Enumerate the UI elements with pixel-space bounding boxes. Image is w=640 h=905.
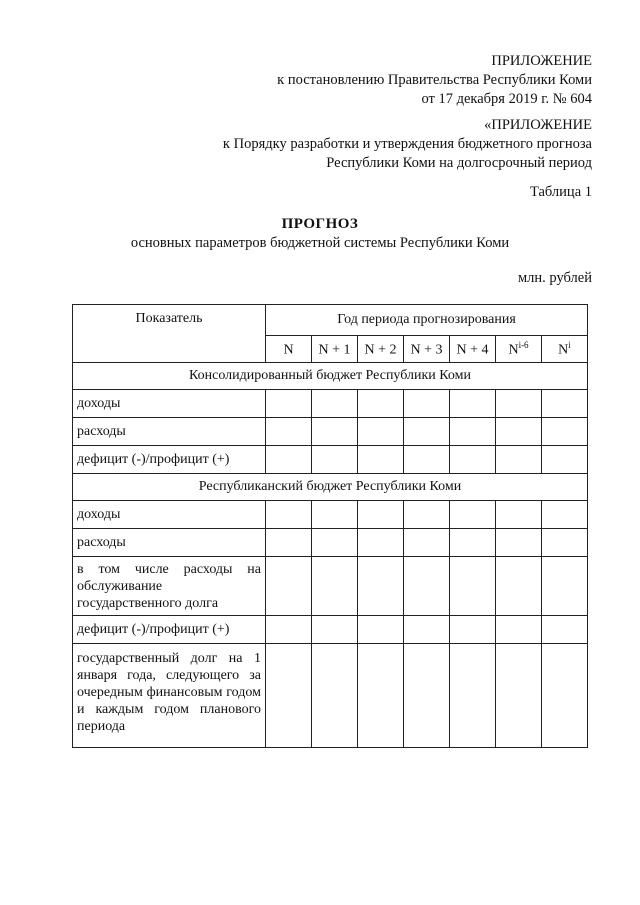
year-header: N [266,336,312,363]
appendix-header [223,116,592,173]
row-label: расходы [73,529,266,557]
header-line-2: к постановлению Правительства Республики Коми [277,72,592,88]
row-label: расходы [73,418,266,446]
units-label: млн. рублей [518,270,592,286]
header-line-1: ПРИЛОЖЕНИЕ [491,53,592,69]
year-header: N + 4 [450,336,496,363]
appendix-line-1: «ПРИЛОЖЕНИЕ [484,117,592,133]
section-republican [73,474,588,501]
table-row [73,501,588,529]
table-row [73,418,588,446]
table-number: Таблица 1 [529,184,592,200]
forecast-table [72,304,588,748]
document-title: ПРОГНОЗ [281,216,359,232]
section-title: Консолидированный бюджет Республики Коми [73,363,588,390]
row-label: государственный долг на 1 января года, следующего за очередным финансовым годом и каждым годом планового периода [73,644,266,748]
resolution-header [277,52,592,109]
indicator-header: Показатель [73,305,266,363]
header-line-3: от 17 декабря 2019 г. № 604 [421,91,592,107]
table-row [73,529,588,557]
row-label: дефицит (-)/профицит (+) [73,446,266,474]
table-row [73,557,588,616]
row-label: в том числе расходы на обслуживание государственного долга [73,557,266,616]
year-header: N + 2 [358,336,404,363]
year-header: N + 3 [404,336,450,363]
period-header: Год периода прогнозирования [266,305,588,336]
section-consolidated [73,363,588,390]
table-row [73,644,588,748]
year-header: N + 1 [312,336,358,363]
year-header: $N^i$ [542,336,588,363]
row-label: доходы [73,501,266,529]
document-subtitle: основных параметров бюджетной системы Республики Коми [130,235,510,251]
section-title: Республиканский бюджет Республики Коми [73,474,588,501]
appendix-line-2: к Порядку разработки и утверждения бюджетного прогноза [222,136,592,152]
year-header: $N^{i-6}$ [496,336,542,363]
table-row [73,446,588,474]
row-label: доходы [73,390,266,418]
appendix-line-3: Республики Коми на долгосрочный период [326,155,592,171]
table-row [73,616,588,644]
table-row [73,390,588,418]
row-label: дефицит (-)/профицит (+) [73,616,266,644]
table-header-row [73,305,588,336]
